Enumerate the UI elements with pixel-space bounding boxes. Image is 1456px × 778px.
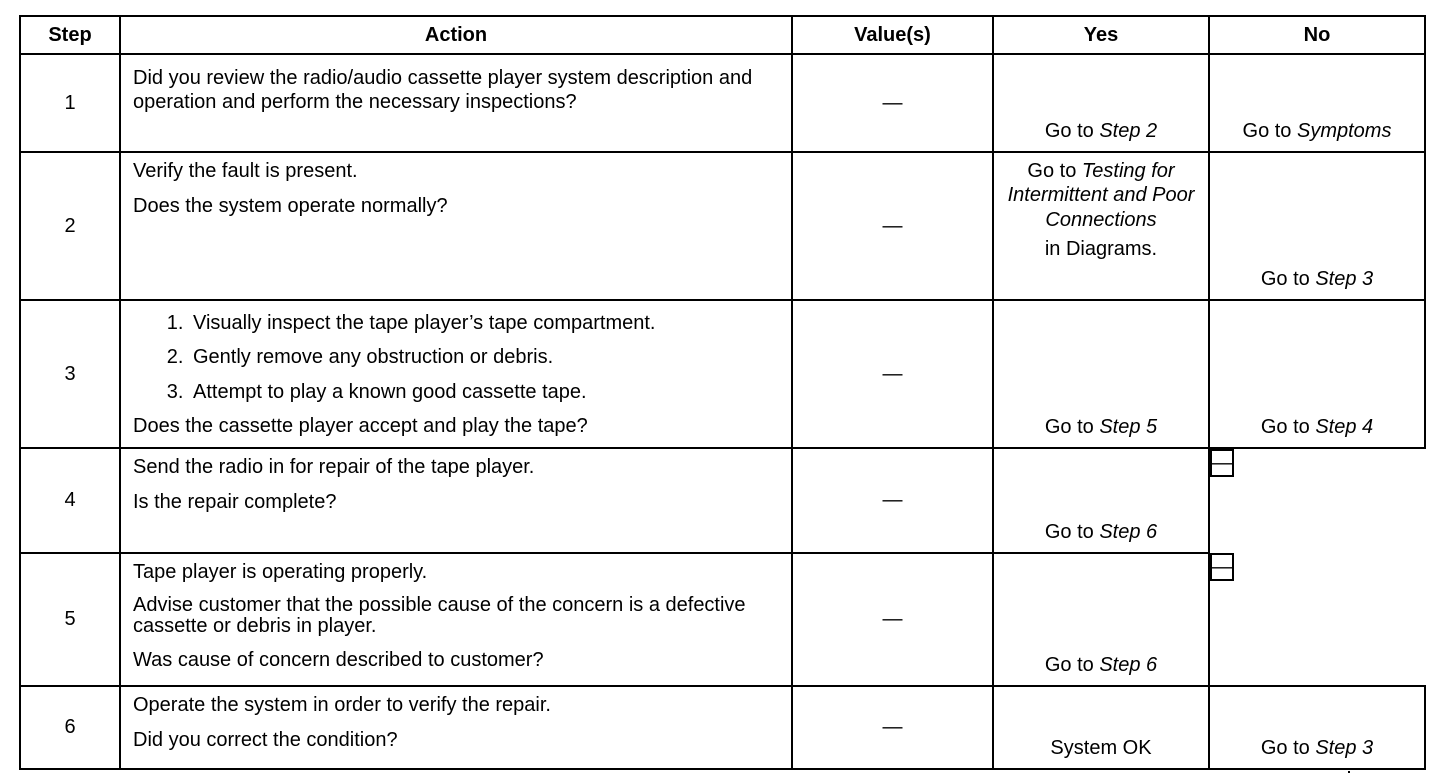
- value-cell: —: [792, 152, 993, 300]
- header-yes: Yes: [993, 16, 1209, 54]
- no-link[interactable]: Symptoms: [1297, 119, 1392, 142]
- no-prefix: Go to: [1260, 736, 1316, 759]
- header-action: Action: [120, 16, 792, 54]
- yes-prefix: Go to: [1044, 119, 1100, 142]
- no-prefix: Go to: [1260, 415, 1316, 438]
- action-list-item: 3. Attempt to play a known good cassette tape.: [189, 380, 781, 404]
- action-text: Tape player is operating properly.: [133, 561, 428, 583]
- no-cell: [1209, 152, 1425, 300]
- table-row: [20, 54, 1425, 152]
- action-question: Does the system operate normally?: [133, 195, 448, 218]
- no-cell: [1209, 686, 1425, 769]
- step-number: 6: [20, 686, 120, 769]
- header-no: No: [1209, 16, 1425, 54]
- action-text: Operate the system in order to verify the repair.: [133, 694, 551, 716]
- yes-suffix: in Diagrams.: [1044, 238, 1158, 261]
- value-cell: —: [792, 553, 993, 686]
- yes-prefix: Go to: [1044, 415, 1100, 438]
- action-text: Did you review the radio/audio cassette player system description and operation and perform the necessary inspections?: [133, 67, 753, 114]
- step-number: 1: [20, 54, 120, 152]
- value-cell: —: [792, 686, 993, 769]
- yes-link[interactable]: Step 6: [1099, 520, 1158, 543]
- yes-cell: [993, 152, 1209, 300]
- no-cell: [1209, 300, 1425, 448]
- no-prefix: Go to: [1260, 267, 1316, 290]
- value-cell: —: [792, 54, 993, 152]
- scan-dot: [1348, 771, 1350, 773]
- step-number: 3: [20, 300, 120, 448]
- no-link[interactable]: Step 4: [1315, 415, 1374, 438]
- action-cell: [120, 553, 792, 686]
- no-cell: —: [1210, 553, 1234, 581]
- action-cell: [120, 54, 792, 152]
- action-question: Did you correct the condition?: [133, 729, 398, 752]
- yes-cell: [993, 553, 1209, 686]
- action-text: Advise customer that the possible cause of the concern is a defective cassette or debris in player.: [133, 594, 746, 638]
- yes-link[interactable]: Step 6: [1099, 653, 1158, 676]
- action-cell: [120, 686, 792, 769]
- yes-prefix: Go to: [1044, 520, 1100, 543]
- action-list-item: 2. Gently remove any obstruction or debris.: [189, 345, 781, 369]
- yes-link[interactable]: Testing for Intermittent and Poor Connections: [1007, 160, 1195, 231]
- step-number: 2: [20, 152, 120, 300]
- yes-prefix: Go to: [1027, 160, 1082, 182]
- header-step: Step: [20, 16, 120, 54]
- no-prefix: Go to: [1242, 119, 1297, 142]
- no-cell: [1209, 54, 1425, 152]
- no-cell: —: [1210, 449, 1234, 477]
- action-question: Is the repair complete?: [133, 491, 337, 514]
- action-list-item: 1. Visually inspect the tape player’s tape compartment.: [189, 311, 781, 335]
- no-link[interactable]: Step 3: [1315, 267, 1374, 290]
- yes-cell: [993, 300, 1209, 448]
- yes-cell: System OK: [993, 686, 1209, 769]
- yes-link[interactable]: Step 2: [1099, 119, 1158, 142]
- yes-cell: [993, 448, 1209, 553]
- table-row: [20, 553, 1425, 686]
- action-question: Was cause of concern described to customer?: [133, 649, 544, 672]
- action-cell: [120, 448, 792, 553]
- step-number: 5: [20, 553, 120, 686]
- header-values: Value(s): [792, 16, 993, 54]
- header-row: [20, 16, 1425, 54]
- action-text: Send the radio in for repair of the tape player.: [133, 456, 535, 478]
- yes-prefix: Go to: [1044, 653, 1100, 676]
- no-link[interactable]: Step 3: [1315, 736, 1374, 759]
- yes-link[interactable]: Step 5: [1099, 415, 1158, 438]
- action-cell: [120, 300, 792, 448]
- action-text: Verify the fault is present.: [133, 160, 358, 182]
- table-row: [20, 152, 1425, 300]
- value-cell: —: [792, 300, 993, 448]
- action-list: [133, 311, 781, 404]
- yes-cell: [993, 54, 1209, 152]
- action-cell: [120, 152, 792, 300]
- action-question: Does the cassette player accept and play the tape?: [133, 415, 588, 438]
- step-number: 4: [20, 448, 120, 553]
- diagnostic-table: [19, 15, 1426, 770]
- table-row: [20, 448, 1425, 553]
- table-row: [20, 300, 1425, 448]
- table-row: [20, 686, 1425, 769]
- value-cell: —: [792, 448, 993, 553]
